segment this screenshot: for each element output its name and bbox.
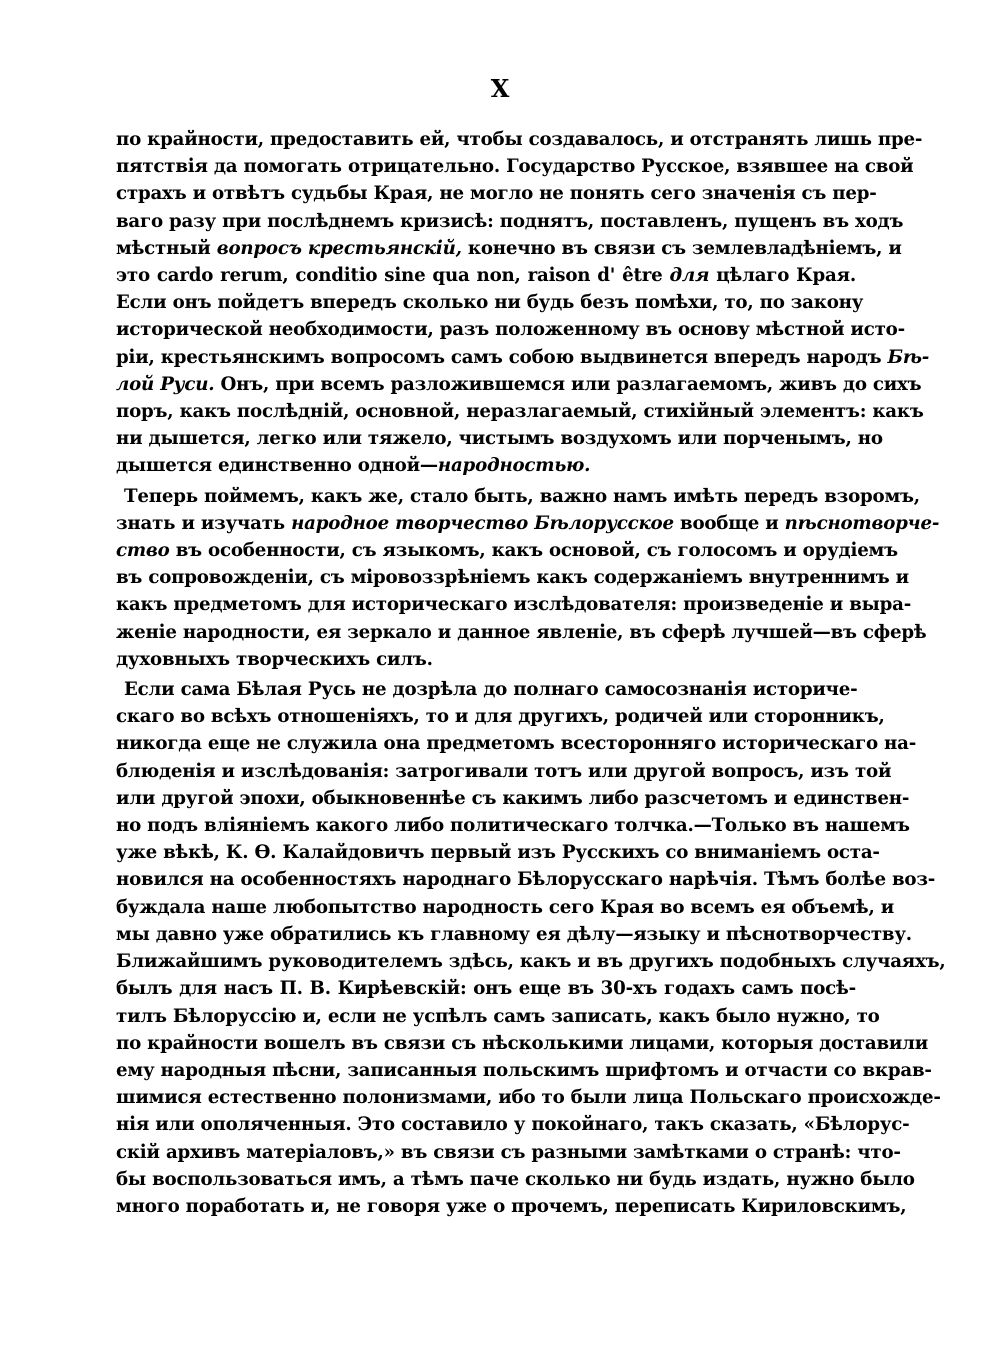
text-segment: по крайности вошелъ въ связи съ нѣсколькими лицами, которыя доставили [116, 1032, 929, 1054]
text-segment: ріи, крестьянскимъ вопросомъ самъ собою выдвинется впередъ народъ [116, 346, 888, 368]
text-line [116, 591, 912, 618]
text-segment: блюденія и изслѣдованія: затрогивали тотъ или другой вопросъ, изъ той [116, 760, 892, 782]
italic-segment: народностью. [437, 455, 591, 477]
body-text [116, 126, 946, 1223]
text-line [116, 537, 898, 564]
text-line [116, 510, 940, 537]
text-segment: это cardo rerum, conditio sine qua non, raison d' être [116, 265, 670, 287]
text-segment: шимися естественно полонизмами, ибо то были лица Польскаго происхожде- [116, 1087, 941, 1109]
text-segment: много поработать и, не говоря уже о прочемъ, переписать Кириловскимъ, [116, 1195, 907, 1217]
text-line [116, 452, 856, 479]
text-line [116, 1003, 880, 1030]
italic-segment: народное творчество Бѣлорусское [291, 512, 674, 534]
text-segment: скаго во всѣхъ отношеніяхъ, то и для другихъ, родичей или сторонникъ, [116, 706, 885, 728]
text-segment: буждала наше любопытство народность сего Края во всемъ ея объемѣ, и [116, 896, 895, 918]
text-segment: конечно въ связи съ землевладѣніемъ, и [461, 237, 902, 259]
text-line [116, 180, 877, 207]
text-line [116, 948, 946, 975]
text-segment: исторической необходимости, разъ положенному въ основу мѣстной исто- [116, 319, 905, 341]
italic-segment: вопросъ крестьянскій, [216, 237, 462, 259]
text-segment: никогда еще не служила она предметомъ всесторонняго историческаго на- [116, 733, 917, 755]
text-segment: по крайности, предоставить ей, чтобы создавалось, и отстранять лишь пре- [116, 129, 923, 150]
text-line [116, 1139, 901, 1166]
text-segment: Ближайшимъ руководителемъ здѣсь, какъ и въ другихъ подобныхъ случаяхъ, [116, 951, 946, 973]
page-number: X [490, 74, 510, 103]
text-segment: знать и изучать [116, 512, 292, 534]
text-segment: пятствія да помогать отрицательно. Государство Русское, взявшее на свой [116, 156, 914, 178]
text-line [116, 1084, 941, 1111]
text-line [116, 975, 856, 1002]
text-segment: Если сама Бѣлая Русь не дозрѣла до полнаго самосознанія историче- [124, 679, 858, 701]
text-line [116, 646, 856, 673]
text-line [116, 921, 912, 948]
text-line [116, 866, 936, 893]
text-line [116, 703, 885, 730]
text-line [116, 316, 905, 343]
text-line [116, 1111, 910, 1138]
italic-segment: для [669, 265, 710, 287]
text-line [116, 262, 856, 289]
text-line [116, 758, 892, 785]
text-line [116, 289, 864, 316]
italic-segment: ство [116, 540, 170, 562]
text-line [116, 894, 895, 921]
text-line [116, 564, 909, 591]
text-segment: Онъ, при всемъ разложившемся или разлагаемомъ, живъ до сихъ [214, 373, 922, 395]
text-segment: былъ для насъ П. В. Кирѣевскій: онъ еще въ 30-хъ годахъ самъ посѣ- [116, 978, 856, 1000]
text-line [116, 483, 920, 510]
text-segment: вообще и [673, 512, 785, 534]
text-line [116, 619, 927, 646]
text-line [116, 425, 883, 452]
text-segment: мѣстный [116, 237, 217, 259]
text-segment: мы давно уже обратились къ главному ея дѣлу—языку и пѣснотворчеству. [116, 923, 912, 945]
text-segment: или другой эпохи, обыкновеннѣе съ какимъ либо разсчетомъ и единствен- [116, 787, 910, 809]
text-segment: новился на особенностяхъ народнаго Бѣлорусскаго нарѣчія. Тѣмъ болѣе воз- [116, 869, 936, 891]
text-segment: бы воспользоваться имъ, а тѣмъ паче сколько ни будь издать, нужно было [116, 1168, 915, 1190]
paragraph [116, 483, 940, 673]
text-segment: поръ, какъ послѣдній, основной, неразлагаемый, стихійный элементъ: какъ [116, 401, 924, 423]
text-line [116, 839, 880, 866]
paragraph [116, 126, 930, 480]
text-line [116, 1030, 929, 1057]
italic-segment: лой Руси. [116, 373, 215, 395]
text-line [116, 785, 910, 812]
text-segment: ему народныя пѣсни, записанныя польскимъ шрифтомъ и отчасти со вкрав- [116, 1059, 932, 1081]
text-line [116, 1193, 907, 1220]
text-segment: въ особенности, съ языкомъ, какъ основой, съ голосомъ и орудіемъ [169, 540, 898, 562]
text-segment: Теперь поймемъ, какъ же, стало быть, важно намъ имѣть передъ взоромъ, [124, 485, 920, 507]
italic-segment: пѣснотворче- [784, 512, 940, 534]
text-segment: скій архивъ матеріаловъ,» въ связи съ разными замѣтками о странѣ: что- [116, 1141, 901, 1163]
italic-segment: Бѣ- [887, 346, 930, 368]
text-segment: ни дышется, легко или тяжело, чистымъ воздухомъ или порченымъ, но [116, 428, 883, 450]
text-line [116, 208, 904, 235]
text-line [116, 812, 910, 839]
text-line [116, 1166, 915, 1193]
text-segment: Если онъ пойдетъ впередъ сколько ни будь безъ помѣхи, то, по закону [116, 292, 864, 314]
text-line [116, 371, 922, 398]
text-line [116, 730, 917, 757]
text-line [116, 1057, 932, 1084]
text-segment: уже вѣкѣ, К. Ѳ. Калайдовичъ первый изъ Русскихъ со вниманіемъ оста- [116, 842, 880, 864]
text-segment: страхъ и отвѣтъ судьбы Края, не могло не понять сего значенія съ пер- [116, 183, 877, 205]
text-segment: женіе народности, ея зеркало и данное явленіе, въ сферѣ лучшей—въ сферѣ [116, 621, 927, 643]
text-line [116, 153, 914, 180]
text-segment: какъ предметомъ для историческаго изслѣдователя: произведеніе и выра- [116, 594, 912, 616]
paragraph [116, 676, 946, 1220]
text-segment: въ сопровожденіи, съ міровоззрѣніемъ какъ содержаніемъ внутреннимъ и [116, 567, 909, 589]
text-segment: но подъ вліяніемъ какого либо политическаго толчка.—Только въ нашемъ [116, 815, 910, 837]
text-line [116, 126, 923, 153]
text-segment: цѣлаго Края. [709, 265, 856, 287]
text-segment: дышется единственно одной— [116, 455, 438, 477]
text-line [116, 398, 924, 425]
text-segment: тилъ Бѣлоруссію и, если не успѣлъ самъ записать, какъ было нужно, то [116, 1005, 880, 1027]
text-line [116, 676, 856, 703]
text-segment: ваго разу при послѣднемъ кризисѣ: поднятъ, поставленъ, пущенъ въ ходъ [116, 210, 904, 232]
text-segment: духовныхъ творческихъ силъ. [116, 648, 433, 670]
text-line [116, 344, 930, 371]
text-segment: нія или ополяченныя. Это составило у покойнаго, такъ сказать, «Бѣлорус- [116, 1114, 910, 1136]
text-line [116, 235, 902, 262]
